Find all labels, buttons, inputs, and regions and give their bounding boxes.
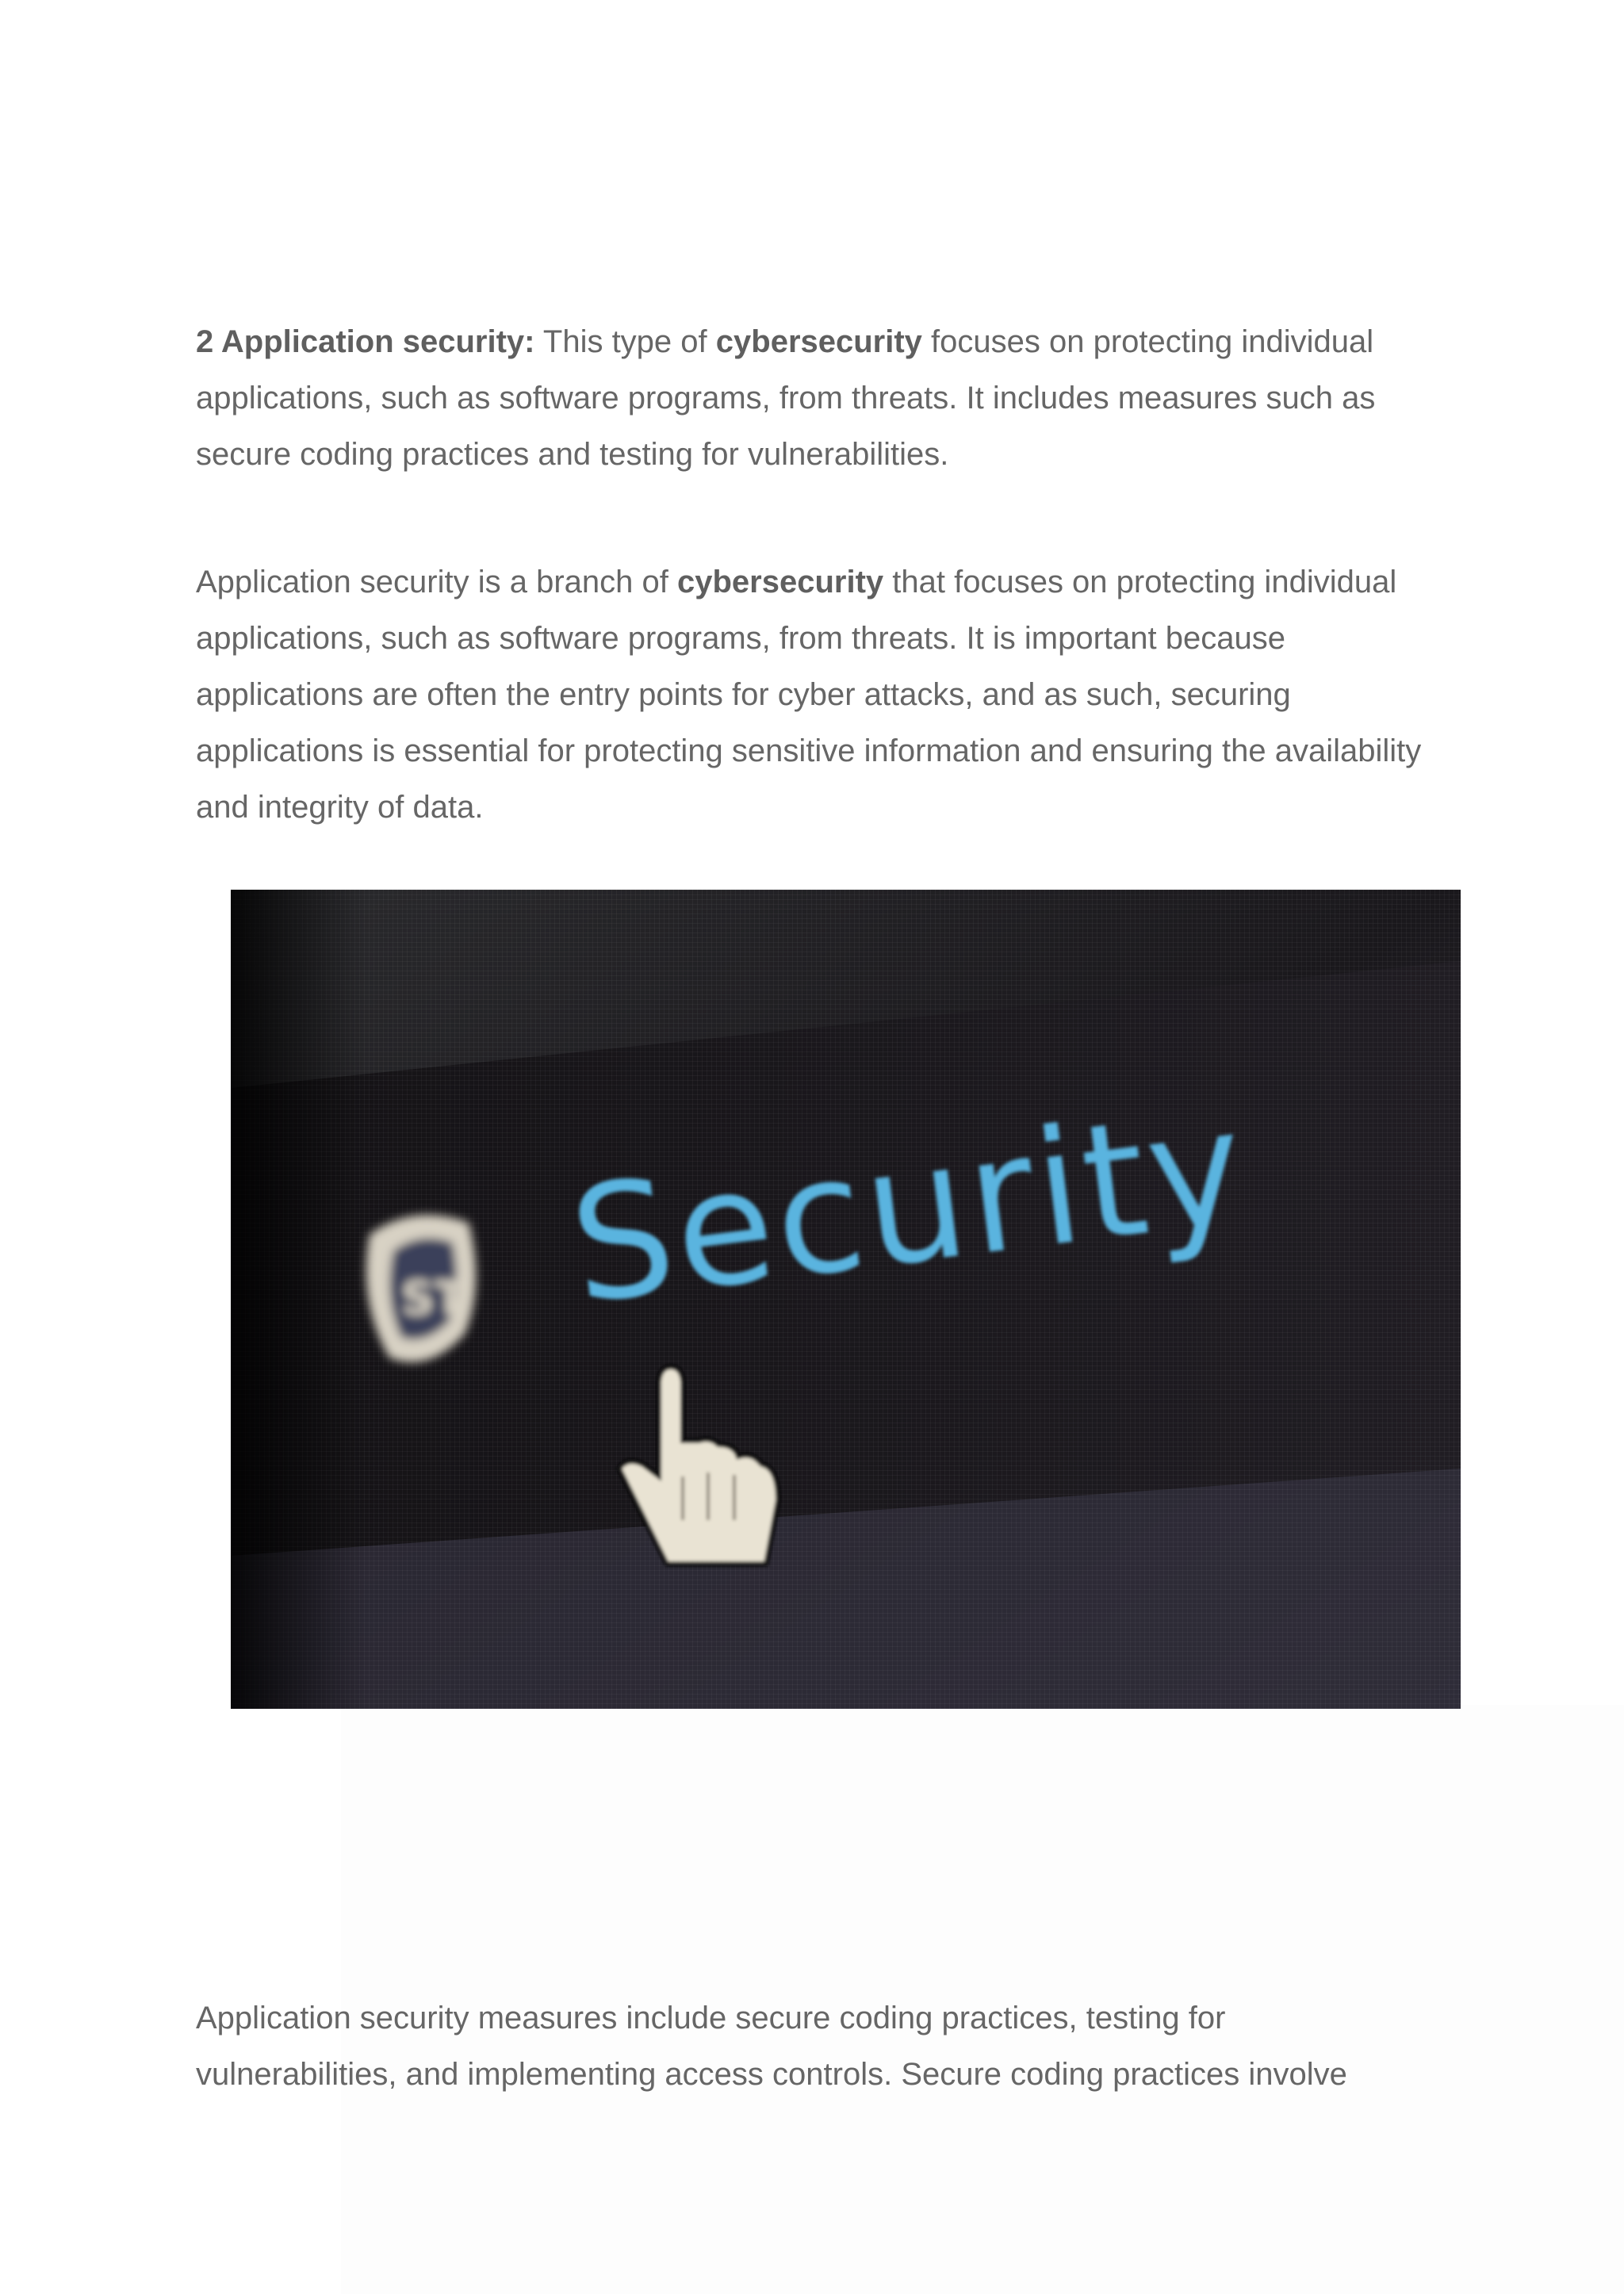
bold-term: cybersecurity [715,324,922,359]
paragraph-text: focuses on protecting individual applications, such as software programs, from threats. It includes measures such as secure coding practices and testing for vulnerabilities. [196,324,1376,472]
section-heading: 2 Application security: [196,324,535,359]
paragraph-text: that focuses on protecting individual applications, such as software programs, from threats. It is important because applications are often the entry points for cyber attacks, and as such, securing applications is essential for protecting sensitive information and ensuring the availability and integrity of data. [196,565,1422,825]
screen-word-security: Security [561,1074,1256,1340]
paragraph-text: Application security is a branch of [196,565,677,599]
security-screen-photo [231,890,1461,1709]
paragraph-application-security-branch [196,554,1433,836]
svg-text:ST: ST [401,1271,466,1325]
bold-term: cybersecurity [676,565,884,599]
paragraph-text: Application security measures include secure coding practices, testing for vulnerabilities, and implementing access controls. Secure coding practices involve [196,2001,1347,2092]
paragraph-text: This type of [534,324,716,359]
paragraph-application-security-intro [196,314,1433,483]
paragraph-application-security-measures [196,1990,1433,2103]
